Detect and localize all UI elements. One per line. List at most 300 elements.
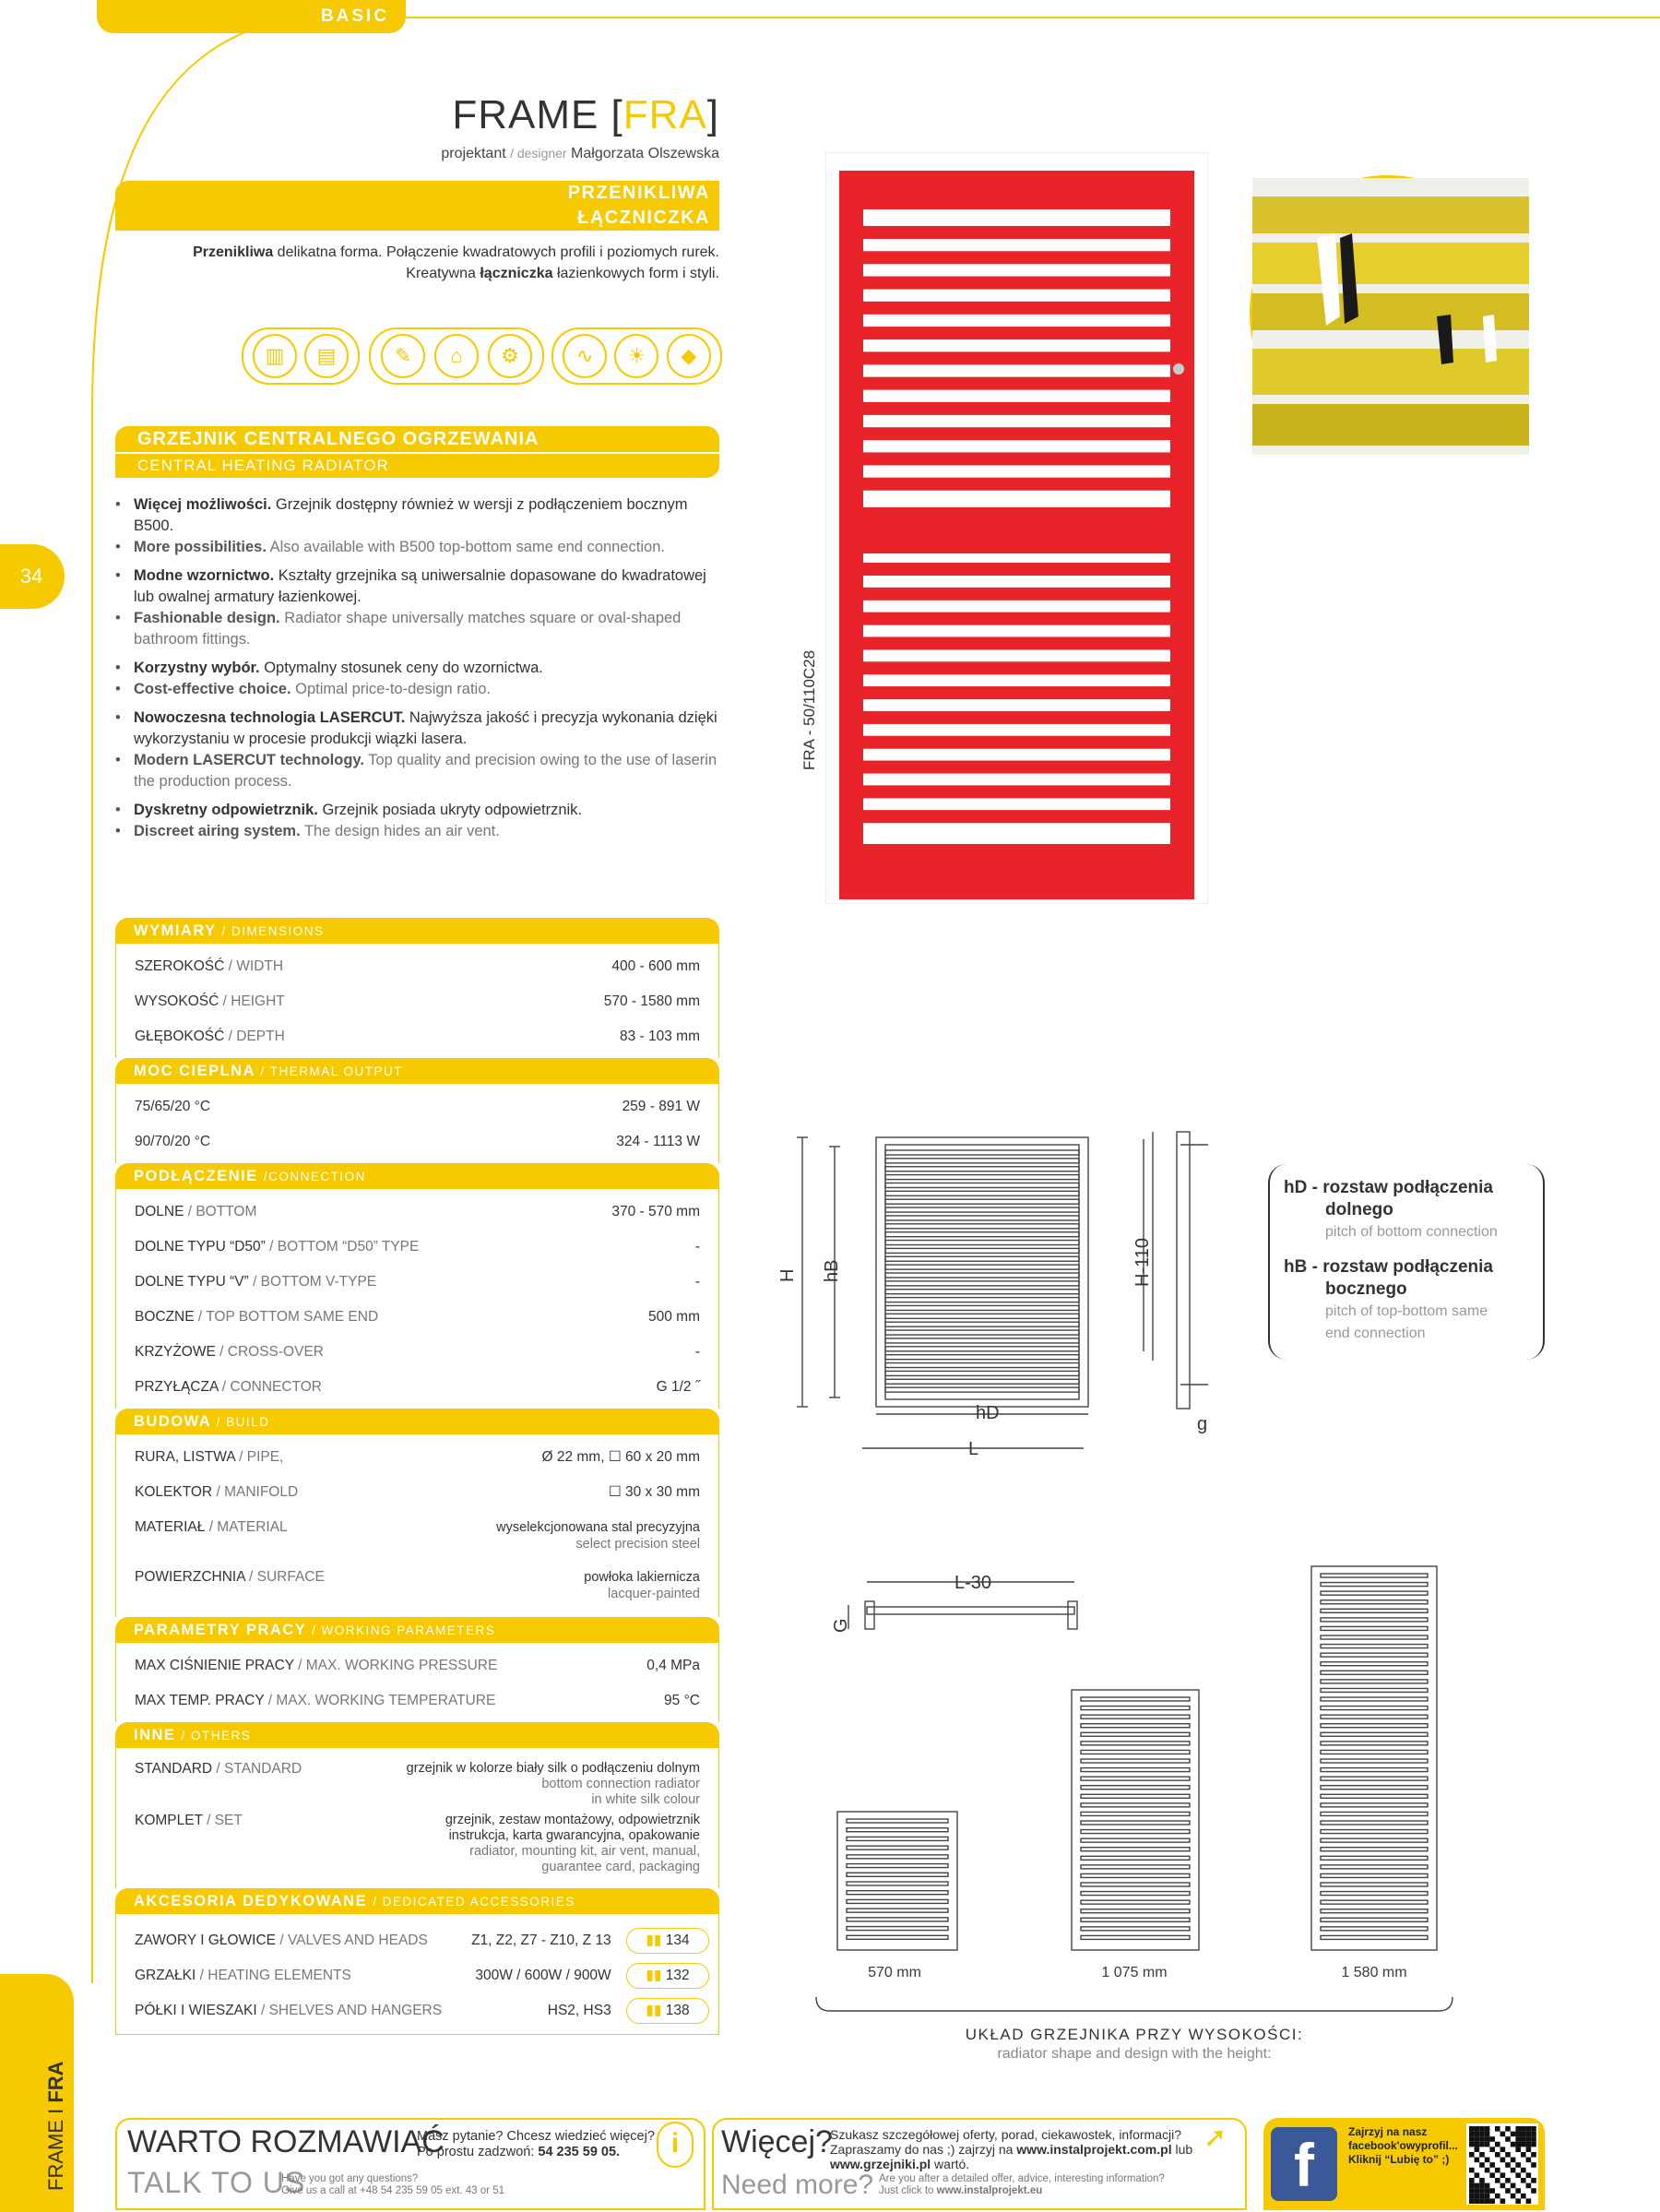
qr-module	[1489, 2198, 1495, 2204]
height-variants	[830, 1559, 1476, 1965]
more-text-en: Are you after a detailed offer, advice, interesting information? Just click to www.instalprojekt.eu	[879, 2173, 1165, 2196]
radiator-bar	[1081, 1848, 1190, 1851]
radiator-bar	[839, 761, 1194, 774]
radiator-bar	[847, 1837, 948, 1840]
radiator-bar	[847, 1828, 948, 1832]
radiator-bar	[885, 1338, 1079, 1343]
radiator-bar	[1081, 1821, 1190, 1825]
radiator-bar	[1081, 1856, 1190, 1860]
radiator-bar	[885, 1355, 1079, 1360]
spec-row: GRZAŁKI / HEATING ELEMENTS 300W / 600W / 900W ▮▮ 132	[116, 1958, 718, 1993]
spec-row: 90/70/20 °C 324 - 1113 W	[135, 1134, 700, 1149]
radiator-bar	[885, 1290, 1079, 1294]
qr-module	[1505, 2188, 1511, 2194]
radiator-bar	[1081, 1812, 1190, 1815]
qr-module	[1469, 2194, 1475, 2199]
radiator-bar	[847, 1882, 948, 1885]
qr-module	[1521, 2178, 1526, 2183]
radiator-bar	[839, 711, 1194, 724]
radiator-bar	[1321, 1732, 1428, 1736]
radiator-bar	[1321, 1821, 1428, 1825]
radiator-bar	[839, 636, 1194, 649]
qr-module	[1511, 2183, 1516, 2189]
spec-row: STANDARD / STANDARD grzejnik w kolorze biały silk o podłączeniu dolnym bottom connection radiator in white silk colour	[135, 1761, 700, 1807]
radiator-bar	[839, 686, 1194, 699]
qr-module	[1531, 2162, 1536, 2168]
radiator-bar	[1081, 1759, 1190, 1763]
qr-module	[1485, 2198, 1490, 2204]
radiator-bar	[1321, 1786, 1428, 1790]
spec-row: 75/65/20 °C 259 - 891 W	[135, 1099, 700, 1114]
icon-group-1	[242, 327, 360, 385]
radiator-bar	[885, 1265, 1079, 1269]
talk-text: Masz pytanie? Chcesz wiedzieć więcej? Po prostu zadzwoń: 54 235 59 05.	[417, 2129, 655, 2159]
radiator-bar	[1321, 1909, 1428, 1913]
radiator-bar	[1321, 1645, 1428, 1648]
qr-module	[1469, 2183, 1475, 2189]
qr-module	[1526, 2198, 1532, 2204]
radiator-bar	[885, 1199, 1079, 1204]
qr-module	[1515, 2142, 1521, 2147]
qr-module	[1521, 2142, 1526, 2147]
radiator-bar	[847, 1846, 948, 1849]
radiator-bar	[885, 1379, 1079, 1384]
height-1075: 1 075 mm	[1101, 1965, 1168, 1980]
qr-module	[1505, 2178, 1511, 2183]
qr-module	[1485, 2168, 1490, 2173]
radiator-bar	[1081, 1786, 1190, 1790]
qr-module	[1475, 2188, 1480, 2194]
radiator-bar	[885, 1216, 1079, 1220]
qr-module	[1526, 2183, 1532, 2189]
radiator-bar	[839, 478, 1194, 491]
radiator-bar	[1321, 1697, 1428, 1701]
qr-module	[1500, 2198, 1506, 2204]
spec-row: DOLNE / BOTTOM 370 - 570 mm	[135, 1204, 700, 1219]
radiator-bar	[847, 1864, 948, 1868]
qr-module	[1511, 2158, 1516, 2163]
dim-H: H	[777, 1268, 798, 1282]
spec-row: ZAWORY I GŁOWICE / VALVES AND HEADS Z1, Z2, Z7 - Z10, Z 13 ▮▮ 134	[116, 1923, 718, 1958]
feature-item-en: • Fashionable design. Radiator shape universally matches square or oval-shaped bathroom fittings.	[115, 608, 724, 650]
radiator-bar	[839, 377, 1194, 390]
qr-module	[1485, 2142, 1490, 2147]
radiator-bar	[1081, 1707, 1190, 1710]
more-title-pl: Więcej?	[721, 2124, 833, 2159]
qr-module	[1475, 2147, 1480, 2152]
qr-module	[1469, 2198, 1475, 2204]
qr-module	[1505, 2126, 1511, 2132]
radiator-bar	[885, 1167, 1079, 1171]
qr-module	[1475, 2183, 1480, 2189]
qr-module	[1485, 2132, 1490, 2137]
radiator-bar	[1321, 1583, 1428, 1587]
radiator-bar	[1321, 1574, 1428, 1577]
spec-section-accessories: AKCESORIA DEDYKOWANE / DEDICATED ACCESSORIES	[115, 1888, 719, 1914]
qr-module	[1531, 2136, 1536, 2142]
qr-module	[1485, 2126, 1490, 2132]
radiator-bar	[1321, 1865, 1428, 1869]
radiator-bar	[885, 1347, 1079, 1351]
radiator-bar	[1081, 1777, 1190, 1780]
qr-module	[1515, 2188, 1521, 2194]
cursor-icon: ➚	[1204, 2123, 1227, 2153]
qr-module	[1500, 2158, 1506, 2163]
qr-module	[1475, 2158, 1480, 2163]
qr-module	[1521, 2152, 1526, 2158]
qr-module	[1479, 2194, 1485, 2199]
radiator-bar	[1321, 1803, 1428, 1807]
qr-module	[1526, 2136, 1532, 2142]
height-570: 570 mm	[868, 1965, 921, 1980]
radiator-bar	[839, 612, 1194, 625]
radiator-bar	[1321, 1927, 1428, 1931]
qr-module	[1475, 2198, 1480, 2204]
radiator-bar	[885, 1175, 1079, 1180]
qr-module	[1531, 2132, 1536, 2137]
caption-en: radiator shape and design with the height:	[997, 2046, 1272, 2062]
radiator-bar	[847, 1873, 948, 1876]
qr-module	[1505, 2162, 1511, 2168]
radiator-bar	[1081, 1892, 1190, 1896]
spec-row: KOLEKTOR / MANIFOLD ☐ 30 x 30 mm	[135, 1484, 700, 1500]
qr-module	[1500, 2132, 1506, 2137]
feature-item-en: • Discreet airing system. The design hides an air vent.	[115, 821, 724, 842]
radiator-bar	[1081, 1865, 1190, 1869]
page-number: 34	[0, 544, 65, 609]
qr-module	[1495, 2194, 1500, 2199]
facebook-text: Zajrzyj na nasz facebook'owyprofil... Kliknij “Lubię to” ;)	[1348, 2125, 1458, 2166]
radiator-bar	[1321, 1707, 1428, 1710]
spec-section-dimensions: WYMIARY / DIMENSIONS	[115, 918, 719, 944]
qr-module	[1495, 2178, 1500, 2183]
radiator-bar	[839, 452, 1194, 465]
radiator-bar	[885, 1363, 1079, 1368]
radiator-bar	[1321, 1812, 1428, 1815]
radiator-bar	[847, 1819, 948, 1823]
qr-module	[1526, 2126, 1532, 2132]
qr-module	[1475, 2126, 1480, 2132]
spec-row: BOCZNE / TOP BOTTOM SAME END 500 mm	[135, 1309, 700, 1325]
spec-row: RURA, LISTWA / PIPE, Ø 22 mm, ☐ 60 x 20 mm	[135, 1449, 700, 1465]
tool-icon: ✎	[381, 334, 425, 378]
radiator-bar	[1321, 1777, 1428, 1780]
radiator-bar	[885, 1241, 1079, 1245]
qr-module	[1495, 2152, 1500, 2158]
radiator-bar	[1081, 1838, 1190, 1842]
qr-module	[1526, 2132, 1532, 2137]
radiator-bar	[885, 1183, 1079, 1187]
radiator-bar	[1081, 1794, 1190, 1798]
radiator-bar	[1321, 1609, 1428, 1612]
radiator-bar	[1321, 1830, 1428, 1834]
section-tab: BASIC	[304, 0, 406, 33]
spec-row: WYSOKOŚĆ / HEIGHT 570 - 1580 mm	[135, 993, 700, 1009]
radiator-bar	[839, 327, 1194, 339]
qr-module	[1505, 2136, 1511, 2142]
radiator-bar	[1081, 1742, 1190, 1745]
qr-module	[1521, 2132, 1526, 2137]
radiator-bar	[1321, 1742, 1428, 1745]
radiator-bar	[847, 1918, 948, 1921]
qr-module	[1479, 2152, 1485, 2158]
qr-module	[1531, 2126, 1536, 2132]
caption-pl: UKŁAD GRZEJNIKA PRZY WYSOKOŚCI:	[965, 2026, 1304, 2043]
radiator-bar	[847, 1899, 948, 1903]
info-icon: i	[657, 2122, 694, 2168]
link-grzejniki[interactable]: www.grzejniki.pl	[830, 2157, 931, 2171]
spec-row: DOLNE TYPU “V” / BOTTOM V-TYPE -	[135, 1274, 700, 1290]
radiator-bar	[1081, 1768, 1190, 1772]
qr-module	[1495, 2168, 1500, 2173]
feature-item-en: • More possibilities. Also available with B500 top-bottom same end connection.	[115, 537, 724, 558]
qr-module	[1479, 2198, 1485, 2204]
qr-module	[1475, 2172, 1480, 2178]
qr-module	[1485, 2194, 1490, 2199]
side-label: FRAME I FRA	[44, 2061, 67, 2191]
tagline-1: PRZENIKLIWA	[115, 181, 719, 206]
spec-row: POWIERZCHNIA / SURFACE powłoka lakiernicza lacquer-painted	[135, 1569, 700, 1601]
talk-text-en: Have you got any questions? Give us a call at +48 54 235 59 05 ext. 43 or 51	[281, 2173, 504, 2196]
detail-photo-hanger	[1250, 175, 1526, 452]
radiator-bar	[1321, 1873, 1428, 1877]
qr-module	[1531, 2188, 1536, 2194]
dim-hB: hB	[822, 1259, 842, 1282]
radiator-bar	[839, 661, 1194, 674]
spec-table	[115, 918, 719, 2035]
qr-module	[1526, 2172, 1532, 2178]
qr-module	[1475, 2194, 1480, 2199]
radiator-bar	[885, 1191, 1079, 1195]
dim-L30: L-30	[954, 1573, 992, 1593]
radiator-bar	[1321, 1838, 1428, 1842]
qr-module	[1469, 2152, 1475, 2158]
qr-module	[1485, 2158, 1490, 2163]
qr-module	[1531, 2152, 1536, 2158]
dim-L: L	[968, 1439, 979, 1459]
radiator-bar	[847, 1891, 948, 1895]
pulse-icon: ∿	[563, 334, 607, 378]
qr-module	[1489, 2162, 1495, 2168]
category-title: GRZEJNIK CENTRALNEGO OGRZEWANIA	[115, 426, 719, 452]
heating-element-icon: ▤	[304, 334, 349, 378]
qr-module	[1479, 2126, 1485, 2132]
qr-module	[1531, 2178, 1536, 2183]
radiator-bar	[885, 1330, 1079, 1335]
radiator-bar	[885, 1371, 1079, 1375]
spec-section-working: PARAMETRY PRACY / WORKING PARAMETERS	[115, 1617, 719, 1643]
features-list	[115, 494, 724, 850]
radiator-bar	[1081, 1927, 1190, 1931]
radiator-bar	[1321, 1794, 1428, 1798]
more-text: Szukasz szczegółowej oferty, porad, ciekawostek, informacji? Zapraszamy do nas ;) zajrzyj na www.instalprojekt.com.pl lub www.grzejniki.pl wartó.	[830, 2127, 1193, 2171]
qr-module	[1521, 2194, 1526, 2199]
radiator-bar	[839, 736, 1194, 749]
qr-module	[1495, 2126, 1500, 2132]
spec-section-build: BUDOWA / BUILD	[115, 1409, 719, 1434]
radiator-bar	[839, 563, 1194, 576]
feature-item-en: • Modern LASERCUT technology. Top quality and precision owing to the use of laserin the production process.	[115, 750, 724, 792]
caption-bracket	[812, 1992, 1457, 2020]
qr-module	[1505, 2152, 1511, 2158]
qr-module	[1515, 2198, 1521, 2204]
category-subtitle: CENTRAL HEATING RADIATOR	[115, 454, 719, 478]
feature-item: • Korzystny wybór. Optymalny stosunek ceny do wzornictwa.	[115, 658, 724, 679]
radiator-bar	[1081, 1697, 1190, 1701]
radiator-bar	[839, 785, 1194, 798]
qr-module	[1479, 2162, 1485, 2168]
dim-hD: hD	[976, 1403, 1000, 1423]
qr-module	[1511, 2194, 1516, 2199]
qr-module	[1500, 2172, 1506, 2178]
radiator-bar	[1321, 1892, 1428, 1896]
product-title: FRAME [FRA]	[452, 92, 719, 137]
bulb-icon: ☀	[614, 334, 658, 378]
diamond-icon: ◆	[667, 334, 711, 378]
spec-section-others: INNE / OTHERS	[115, 1722, 719, 1748]
header-line	[406, 17, 1660, 18]
icon-group-2	[369, 327, 544, 385]
qr-module	[1495, 2142, 1500, 2147]
radiator-bar	[885, 1298, 1079, 1302]
spec-row: KRZYŻOWE / CROSS-OVER -	[135, 1344, 700, 1360]
radiator-bar	[1321, 1688, 1428, 1692]
radiator-bar	[1321, 1883, 1428, 1886]
qr-module	[1485, 2183, 1490, 2189]
radiator-bar	[839, 226, 1194, 239]
radiator-bar	[1321, 1626, 1428, 1630]
radiator-bar	[885, 1305, 1079, 1310]
radiator-bar	[847, 1935, 948, 1939]
radiator-bar	[885, 1322, 1079, 1326]
radiator-bar	[839, 402, 1194, 415]
radiator-bar	[885, 1224, 1079, 1229]
qr-module	[1489, 2136, 1495, 2142]
spec-section-connection: PODŁĄCZENIE /CONNECTION	[115, 1163, 719, 1189]
qr-module	[1469, 2126, 1475, 2132]
radiator-bar	[839, 427, 1194, 440]
radiator-icon: ▥	[253, 334, 297, 378]
radiator-bar	[885, 1314, 1079, 1318]
radiator-bar	[1081, 1918, 1190, 1921]
spec-row: MATERIAŁ / MATERIAL wyselekcjonowana stal precyzyjna select precision steel	[135, 1519, 700, 1552]
qr-module	[1475, 2136, 1480, 2142]
feature-item-en: • Cost-effective choice. Optimal price-to-design ratio.	[115, 679, 724, 700]
qr-module	[1500, 2183, 1506, 2189]
qr-module	[1511, 2168, 1516, 2173]
radiator-bar	[1321, 1680, 1428, 1683]
spec-row: KOMPLET / SET grzejnik, zestaw montażowy, odpowietrznik instrukcja, karta gwarancyjna, opakowanie radiator, mounting kit, air vent, manual, guarantee card, packaging	[135, 1813, 700, 1874]
qr-module	[1515, 2162, 1521, 2168]
radiator-bar	[1081, 1715, 1190, 1718]
radiator-bar	[1321, 1900, 1428, 1904]
intro-text: Przenikliwa delikatna forma. Połączenie kwadratowych profili i poziomych rurek. Kreatywna łączniczka łazienkowych form i styli.	[193, 244, 719, 281]
radiator-bar	[1321, 1662, 1428, 1666]
feature-item: • Modne wzornictwo. Kształty grzejnika są uniwersalnie dopasowane do kwadratowej lub owalnej armatury łazienkowej.	[115, 565, 724, 608]
qr-module	[1521, 2136, 1526, 2142]
spec-section-thermal: MOC CIEPLNA / THERMAL OUTPUT	[115, 1058, 719, 1084]
dim-G: G	[831, 1618, 851, 1633]
radiator-bar	[1081, 1909, 1190, 1913]
facebook-icon[interactable]: f	[1271, 2127, 1337, 2201]
radiator-bar	[885, 1150, 1079, 1155]
qr-module	[1479, 2142, 1485, 2147]
radiator-bar	[1321, 1918, 1428, 1921]
link-instalprojekt-eu[interactable]: www.instalprojekt.eu	[936, 2185, 1043, 2196]
qr-module	[1475, 2142, 1480, 2147]
qr-module	[1485, 2188, 1490, 2194]
qr-module	[1515, 2172, 1521, 2178]
qr-module	[1469, 2136, 1475, 2142]
qr-module	[1469, 2142, 1475, 2147]
qr-module	[1479, 2188, 1485, 2194]
link-instalprojekt[interactable]: www.instalprojekt.com.pl	[1016, 2142, 1172, 2157]
product-code: FRA - 50/110C28	[800, 649, 818, 770]
radiator-bar	[1081, 1750, 1190, 1754]
feature-item: • Dyskretny odpowietrznik. Grzejnik posiada ukryty odpowietrznik.	[115, 800, 724, 821]
qr-module	[1485, 2136, 1490, 2142]
icon-group-3	[551, 327, 722, 385]
radiator-bar	[1081, 1935, 1190, 1939]
legend-text: hD - rozstaw podłączenia dolnego pitch of bottom connection hB - rozstaw podłączenia bocznego pitch of top-bottom same end connection	[1284, 1178, 1498, 1341]
radiator-bar	[1081, 1803, 1190, 1807]
qr-module	[1469, 2178, 1475, 2183]
radiator-bar	[885, 1273, 1079, 1278]
qr-module	[1469, 2132, 1475, 2137]
qr-module	[1531, 2142, 1536, 2147]
radiator-bar	[1321, 1935, 1428, 1939]
height-1580: 1 580 mm	[1341, 1965, 1407, 1980]
radiator-bar	[885, 1281, 1079, 1286]
radiator-bar	[839, 302, 1194, 315]
feature-item: • Więcej możliwości. Grzejnik dostępny również w wersji z podłączeniem bocznym B500.	[115, 494, 724, 537]
radiator-bar	[1321, 1856, 1428, 1860]
radiator-bar	[885, 1232, 1079, 1237]
radiator-bar	[1321, 1750, 1428, 1754]
qr-module	[1526, 2147, 1532, 2152]
hanger-icon: ⌂	[434, 334, 479, 378]
radiator-bar	[885, 1248, 1079, 1253]
qr-module	[1526, 2158, 1532, 2163]
qr-module	[1469, 2188, 1475, 2194]
qr-module	[1521, 2168, 1526, 2173]
spec-row: SZEROKOŚĆ / WIDTH 400 - 600 mm	[135, 958, 700, 974]
qr-module	[1489, 2188, 1495, 2194]
radiator-bar	[1321, 1768, 1428, 1772]
product-image-radiator	[839, 171, 1194, 899]
dim-g: g	[1197, 1414, 1208, 1434]
spec-row: MAX TEMP. PRACY / MAX. WORKING TEMPERATURE 95 °C	[135, 1693, 700, 1708]
feature-item: • Nowoczesna technologia LASERCUT. Najwyższa jakość i precyzja wykonania dzięki wykorzystaniu w procesie produkcji wiązki lasera.	[115, 708, 724, 750]
qr-module	[1479, 2136, 1485, 2142]
radiator-bar	[885, 1387, 1079, 1392]
radiator-bar	[847, 1855, 948, 1859]
connector-icon: ⚙	[488, 334, 532, 378]
radiator-bar	[1321, 1618, 1428, 1622]
designer-line: projektant / designer Małgorzata Olszewska	[441, 146, 719, 161]
qr-module	[1511, 2142, 1516, 2147]
qr-module	[1515, 2126, 1521, 2132]
qr-module	[1515, 2147, 1521, 2152]
radiator-bar	[1321, 1671, 1428, 1674]
radiator-bar	[839, 277, 1194, 290]
qr-module	[1475, 2132, 1480, 2137]
qr-code-icon	[1466, 2123, 1538, 2205]
radiator-bar	[839, 588, 1194, 601]
qr-module	[1489, 2147, 1495, 2152]
qr-module	[1469, 2168, 1475, 2173]
spec-row: GŁĘBOKOŚĆ / DEPTH 83 - 103 mm	[135, 1029, 700, 1044]
